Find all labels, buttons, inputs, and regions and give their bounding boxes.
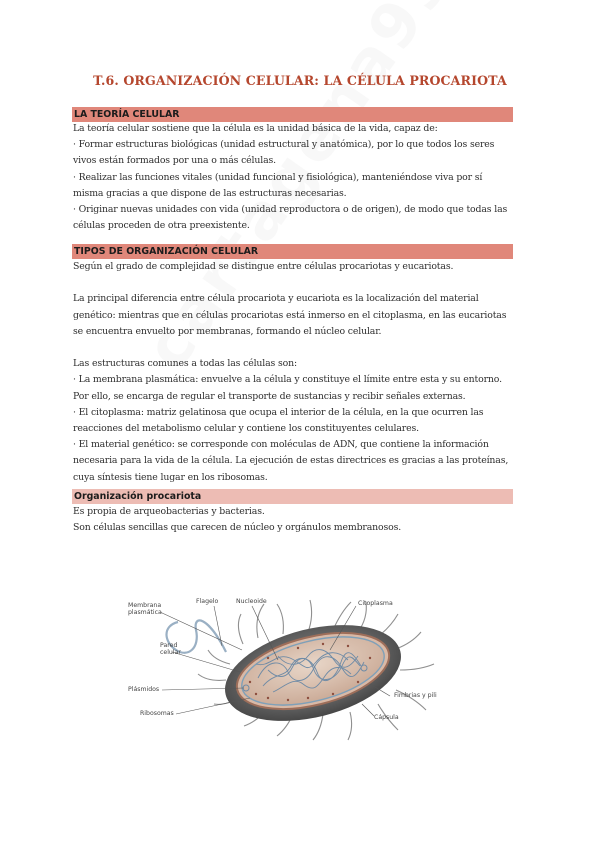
section-body-teoria-celular (73, 121, 517, 234)
text-line: · La membrana plasmática: envuelve a la célula y constituye el límite entre esta y su entorno. (73, 374, 502, 386)
text-line: misma gracias a que dispone de las estructuras necesarias. (73, 187, 347, 199)
text-line: se encuentra envuelto por membranas, formando el núcleo celular. (73, 325, 382, 337)
blank-line (73, 340, 517, 356)
text-line: La principal diferencia entre célula procariota y eucariota es la localización del material (73, 293, 479, 305)
label-membrana-plasmatica (128, 602, 162, 616)
blank-line (73, 275, 517, 291)
label-flagelo: Flagelo (196, 598, 219, 605)
label-line: plasmática (128, 609, 162, 616)
text-line: · El material genético: se corresponde con moléculas de ADN, que contiene la información (73, 439, 489, 451)
label-citoplasma: Citoplasma (358, 600, 393, 607)
text-line: Por ello, se encarga de regular el transporte de sustancias y recibir señales externas. (73, 390, 466, 402)
label-line: Membrana (128, 602, 162, 609)
text-line: Son células sencillas que carecen de núcleo y orgánulos membranosos. (73, 522, 402, 534)
text-line: · Realizar las funciones vitales (unidad funcional y fisiológica), manteniéndose viva por sí (73, 171, 483, 183)
section-heading-tipos-organizacion: TIPOS DE ORGANIZACIÓN CELULAR (72, 244, 513, 259)
text-line: · Originar nuevas unidades con vida (unidad reproductora o de origen), de modo que todas las (73, 204, 508, 216)
label-ribosomas: Ribosomas (140, 710, 174, 717)
label-nucleoide: Nucleoide (236, 598, 267, 605)
text-line: cuya síntesis tiene lugar en los ribosomas. (73, 471, 268, 483)
label-line: Pared (160, 642, 178, 649)
prokaryotic-cell-diagram (118, 586, 478, 746)
text-line: reacciones del metabolismo celular y contiene los constituyentes celulares. (73, 423, 419, 434)
text-line: · El citoplasma: matriz gelatinosa que ocupa el interior de la célula, en la que ocurren las (73, 406, 484, 418)
text-line: La teoría celular sostiene que la célula es la unidad básica de la vida, capaz de: (73, 123, 438, 134)
section-heading-teoria-celular: LA TEORÍA CELULAR (72, 107, 513, 122)
text-line: necesaria para la vida de la célula. La ejecución de estas directrices es gracias a las proteínas, (73, 455, 509, 467)
text-line: Según el grado de complejidad se distingue entre células procariotas y eucariotas. (73, 261, 454, 272)
section-heading-organizacion-procariota: Organización procariota (72, 489, 513, 504)
text-line: vivos están formados por una o más células. (73, 155, 276, 167)
label-capsula: Cápsula (374, 714, 399, 721)
bacterium-illustration (118, 586, 478, 746)
text-line: Es propia de arqueobacterias y bacterias. (73, 506, 265, 517)
text-line: células proceden de otra preexistente. (73, 220, 250, 232)
section-body-tipos-organizacion (73, 259, 517, 486)
section-body-organizacion-procariota (73, 504, 517, 536)
label-plasmidos: Plásmidos (128, 686, 160, 693)
label-line: celular (160, 649, 181, 656)
page-title: T.6. ORGANIZACIÓN CELULAR: LA CÉLULA PROCARIOTA (93, 73, 507, 88)
label-pared-celular (160, 642, 181, 656)
text-line: · Formar estructuras biológicas (unidad estructural y anatómica), por lo que todos los seres (73, 139, 495, 151)
label-fimbrias-pili: Fimbrias y pili (394, 692, 437, 699)
text-line: Las estructuras comunes a todas las células son: (73, 358, 298, 370)
text-line: genético: mientras que en células procariotas está inmerso en el citoplasma, en las eucariotas (73, 309, 507, 321)
